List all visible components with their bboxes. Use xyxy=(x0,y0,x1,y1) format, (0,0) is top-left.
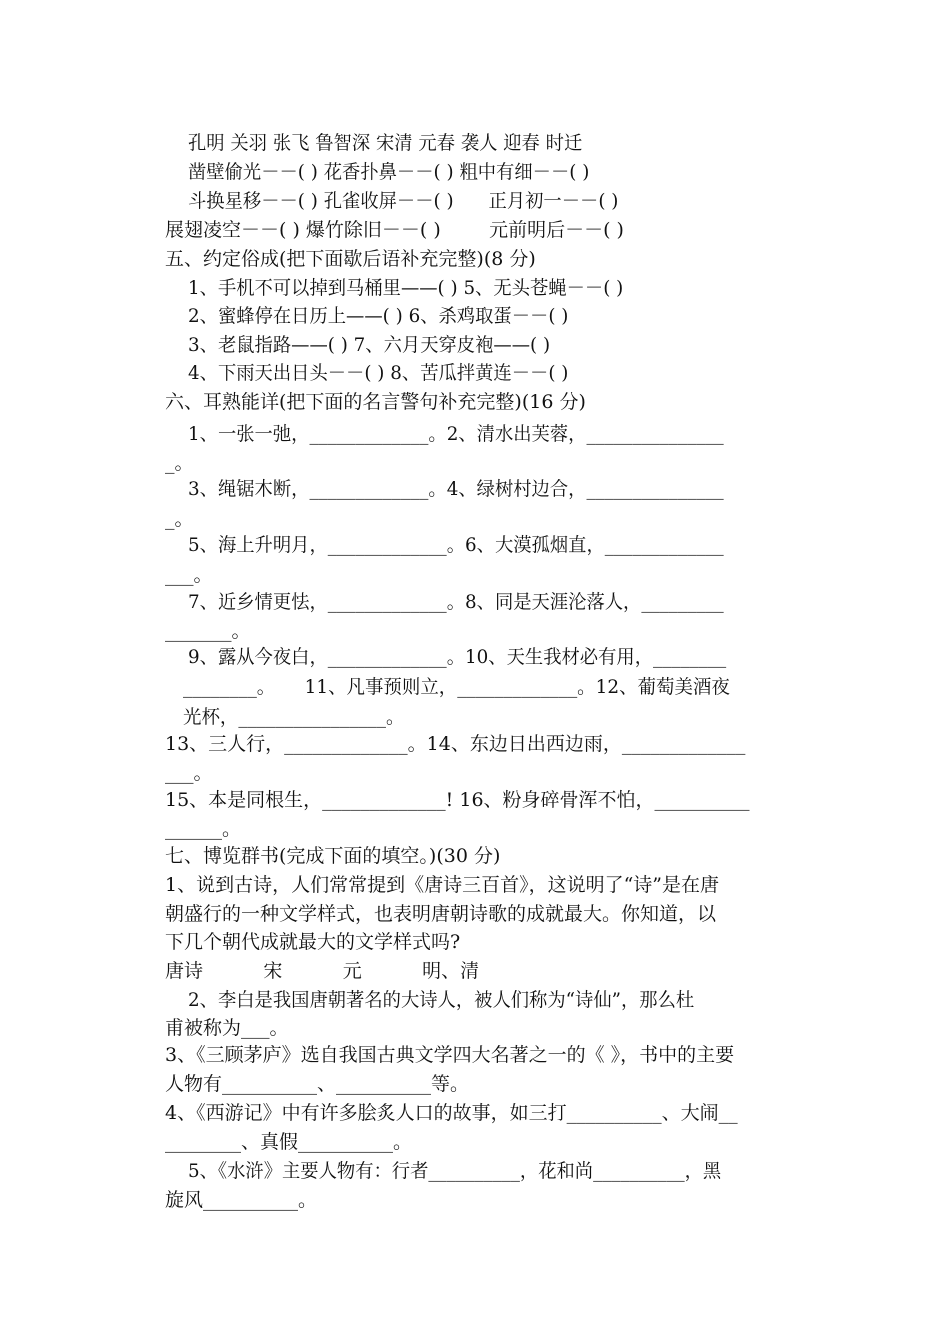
reading-q5-line-1: 5、《水浒》主要人物有：行者__________，花和尚__________，黑 xyxy=(188,1160,722,1182)
reading-q3-line-1: 3、《三顾茅庐》选自我国古典文学四大名著之一的《 》，书中的主要 xyxy=(165,1044,735,1066)
reading-q1-line-2: 朝盛行的一种文学样式，也表明唐朝诗歌的成就最大。你知道，以 xyxy=(165,903,717,925)
quote-row-3-cont: ___。 xyxy=(165,564,213,586)
xiehouyu-row-2: 2、蜜蜂停在日历上——( ) 6、杀鸡取蛋－－( ) xyxy=(188,305,569,327)
reading-q1-line-3: 下几个朝代成就最大的文学样式吗? xyxy=(165,931,461,953)
quote-row-4-cont: _______。 xyxy=(165,620,251,642)
quote-row-5: 9、露从今夜白，_____________。10、天生我材必有用，________ xyxy=(188,646,727,668)
section-6-heading: 六、耳熟能详(把下面的名言警句补充完整)(16 分) xyxy=(165,391,586,413)
xiehouyu-row-1: 1、手机不可以掉到马桶里——( ) 5、无头苍蝇－－( ) xyxy=(188,277,624,299)
section-7-heading: 七、博览群书(完成下面的填空。)(30 分) xyxy=(165,845,501,867)
reading-q4-line-1: 4、《西游记》中有许多脍炙人口的故事，如三打__________、大闹__ xyxy=(165,1102,738,1124)
section-5-heading: 五、约定俗成(把下面歇后语补充完整)(8 分) xyxy=(165,248,536,270)
quote-row-1: 1、一张一弛，_____________。2、清水出芙蓉，_______________ xyxy=(188,423,724,445)
quote-row-5-end: 光杯，________________。 xyxy=(183,706,405,728)
quote-row-7-cont: ______。 xyxy=(165,818,242,840)
quote-row-6: 13、三人行，_____________。14、东边日出西边雨，_____________ xyxy=(165,733,746,755)
quote-row-2-cont: _。 xyxy=(165,508,194,530)
quote-row-5-cont: ________。 11、凡事预则立，_____________。12、葡萄美酒夜 xyxy=(183,676,730,698)
quote-row-6-cont: ___。 xyxy=(165,762,213,784)
quote-row-2: 3、绳锯木断，_____________。4、绿树村边合，_______________ xyxy=(188,478,724,500)
idiom-match-row-1: 凿壁偷光－－( ) 花香扑鼻－－( ) 粗中有细－－( ) xyxy=(188,161,590,183)
reading-q3-line-2: 人物有__________、__________等。 xyxy=(165,1073,470,1095)
names-list: 孔明 关羽 张飞 鲁智深 宋清 元春 袭人 迎春 时迁 xyxy=(188,132,583,154)
quote-row-7: 15、本是同根生，_____________! 16、粉身碎骨浑不怕，__________ xyxy=(165,789,750,811)
dynasty-list: 唐诗 宋 元 明、清 xyxy=(165,960,480,982)
quote-row-4: 7、近乡情更怯，_____________。8、同是天涯沦落人，_________ xyxy=(188,591,724,613)
idiom-match-row-2: 斗换星移－－( ) 孔雀收屏－－( ) 正月初一－－( ) xyxy=(188,190,619,212)
xiehouyu-row-3: 3、老鼠指路——( ) 7、六月天穿皮袍——( ) xyxy=(188,334,551,356)
reading-q5-line-2: 旋风__________。 xyxy=(165,1189,318,1211)
idiom-match-row-3: 展翅凌空－－( ) 爆竹除旧－－( ) 元前明后－－( ) xyxy=(165,219,624,241)
reading-q1-line-1: 1、说到古诗，人们常常提到《唐诗三百首》，这说明了“诗”是在唐 xyxy=(165,874,720,896)
quote-row-3: 5、海上升明月，_____________。6、大漠孤烟直，_____________ xyxy=(188,534,724,556)
reading-q2-line-2: 甫被称为___。 xyxy=(165,1017,289,1039)
reading-q2-line-1: 2、李白是我国唐朝著名的大诗人，被人们称为“诗仙”，那么杜 xyxy=(188,989,695,1011)
xiehouyu-row-4: 4、下雨天出日头－－( ) 8、苦瓜拌黄连－－( ) xyxy=(188,362,569,384)
reading-q4-line-2: ________、真假__________。 xyxy=(165,1131,413,1153)
quote-row-1-cont: _。 xyxy=(165,452,194,474)
